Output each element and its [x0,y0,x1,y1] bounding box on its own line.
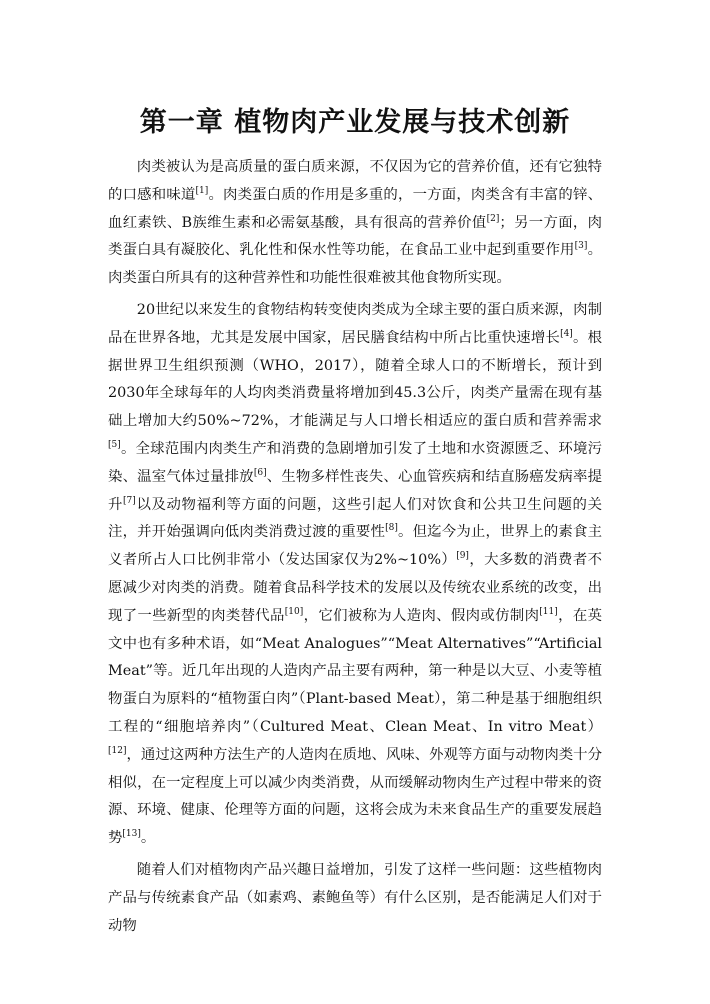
paragraph-text: 。 [140,830,156,847]
citation-marker: [3] [574,241,588,252]
chapter-body [108,154,602,944]
citation-marker: [13] [122,829,141,840]
paragraph-text: 20世纪以来发生的食物结构转变使肉类成为全球主要的蛋白质来源，肉制品在世界各地，尤其是发展中国家，居民膳食结构中所占比重快速增长 [108,301,602,346]
paragraph-text: ，大多数的消费者不愿减少对肉类的消费。随着食品科学技术的发展以及传统农业系统的改变，出现了一些新型的肉类替代品 [108,552,602,624]
citation-marker: [10] [284,606,304,617]
paragraph-text: ，在英文中也有多种术语，如“Meat Analogues”“Meat Alternatives”“Artificial Meat”等。近几年出现的人造肉产品主要有两种，第一种是以大豆、小麦等植物蛋白为原料的“植物蛋白肉”（Plant-based Meat），第二种是基于细胞组织工程的“细胞培养肉”（Cultured Meat、Clean Meat、In vitro Meat） [108,607,602,735]
paragraph-text: ；另一方面，肉类蛋白具有凝胶化、乳化性和保水性等功能，在食品工业中起到重要作用 [108,214,602,259]
paragraph-text: 。根据世界卫生组织预测（WHO，2017），随着全球人口的不断增长，预计到2030年全球每年的人均肉类消费量将增加到45.3公斤，肉类产量需在现有基础上增加大约50%~72%，才能满足与人口增长相适应的蛋白质和营养需求 [108,329,602,430]
citation-marker: [5] [108,439,121,450]
chapter-title: 第一章 植物肉产业发展与技术创新 [139,107,571,138]
paragraph [108,857,602,940]
paragraph-text: 肉类被认为是高质量的蛋白质来源，不仅因为它的营养价值，还有它独特的口感和味道 [108,159,602,203]
citation-marker: [1] [195,185,209,196]
paragraph-text: 、生物多样性丧失、心血管疾病和结直肠癌发病率提升 [108,468,602,513]
citation-marker: [9] [456,551,469,562]
paragraph-text: 。但迄今为止，世界上的素食主义者所占人口比例非常小（发达国家仅为2%~10%） [108,524,602,569]
paragraph [108,154,602,293]
citation-marker: [6] [253,467,267,478]
citation-marker: [7] [123,495,136,506]
citation-marker: [8] [385,523,398,534]
paragraph-text: 。全球范围内肉类生产和消费的急剧增加引发了土地和水资源匮乏、环境污染、温室气体过量排放 [108,440,602,485]
paragraph [108,297,602,853]
paragraph-text: ，通过这两种方法生产的人造肉在质地、风味、外观等方面与动物肉类十分相似，在一定程度上可以减少肉类消费，从而缓解动物肉生产过程中带来的资源、环境、健康、伦理等方面的问题，这将会成为未来食品生产的重要发展趋势 [108,746,602,847]
paragraph-text: 。肉类蛋白质的作用是多重的，一方面，肉类含有丰富的锌、血红素铁、B族维生素和必需氨基酸，具有很高的营养价值 [108,186,602,231]
citation-marker: [4] [560,328,573,339]
citation-marker: [2] [486,213,500,224]
paragraph-text: 。肉类蛋白所具有的这种营养性和功能性很难被其他食物所实现。 [108,242,602,287]
citation-marker: [12] [108,745,127,756]
citation-marker: [11] [539,606,558,617]
paragraph-text: 随着人们对植物肉产品兴趣日益增加，引发了这样一些问题：这些植物肉产品与传统素食产品（如素鸡、素鲍鱼等）有什么区别，是否能满足人们对于动物 [108,861,602,934]
paragraph-text: 以及动物福利等方面的问题，这些引起人们对饮食和公共卫生问题的关注，并开始强调向低肉类消费过渡的重要性 [108,496,602,541]
paragraph-text: ，它们被称为人造肉、假肉或仿制肉 [303,607,540,624]
